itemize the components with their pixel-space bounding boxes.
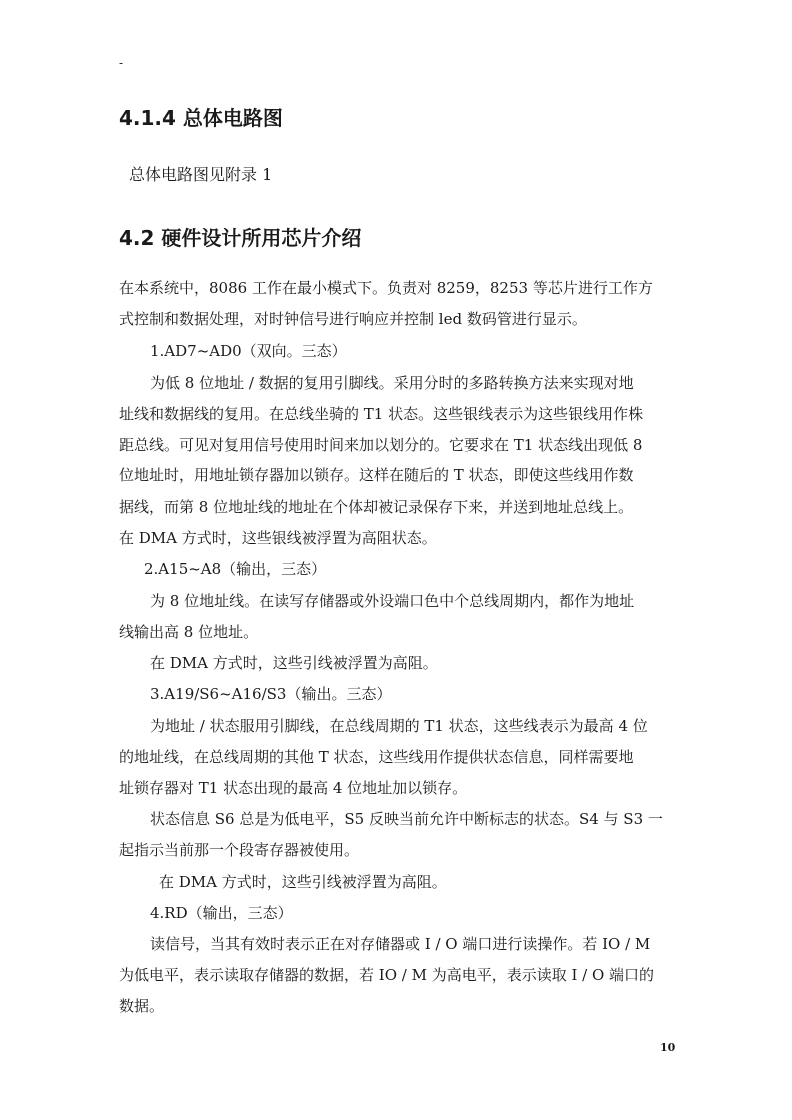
body-line: 据线，而第 8 位地址线的地址在个体却被记录保存下来，并送到地址总线上。 (119, 498, 634, 516)
body-line: 起指示当前那一个段寄存器被使用。 (119, 841, 360, 859)
body-line: 状态信息 S6 总是为低电平，S5 反映当前允许中断标志的状态。S4 与 S3 一 (150, 810, 663, 828)
paragraph-appendix-ref: 总体电路图见附录 1 (129, 165, 273, 184)
body-line: 读信号，当其有效时表示正在对存储器或 I / O 端口进行读操作。若 IO / M (150, 935, 651, 953)
list-item-heading: 3.A19/S6~A16/S3（输出。三态） (150, 685, 392, 703)
page-number: 10 (660, 1041, 676, 1054)
body-line: 址线和数据线的复用。在总线坐骑的 T1 状态。这些银线表示为这些银线用作株 (119, 405, 644, 423)
body-line: 为低 8 位地址 / 数据的复用引脚线。采用分时的多路转换方法来实现对地 (150, 374, 634, 392)
body-line: 为地址 / 状态服用引脚线，在总线周期的 T1 状态，这些线表示为最高 4 位 (150, 717, 648, 735)
heading-4-1-4: 4.1.4 总体电路图 (119, 106, 283, 130)
list-item-heading: 2.A15~A8（输出，三态） (144, 560, 327, 578)
heading-4-2: 4.2 硬件设计所用芯片介绍 (119, 226, 362, 250)
list-item-heading: 4.RD（输出，三态） (150, 904, 293, 922)
body-line: 线输出高 8 位地址。 (119, 623, 259, 641)
header-mark: - (119, 56, 124, 70)
body-line: 为 8 位地址线。在读写存储器或外设端口色中个总线周期内，都作为地址 (150, 592, 635, 610)
body-line: 在 DMA 方式时，这些引线被浮置为高阻。 (159, 873, 447, 891)
list-item-heading: 1.AD7~AD0（双向。三态） (150, 342, 347, 360)
body-line: 为低电平，表示读取存储器的数据，若 IO / M 为高电平，表示读取 I / O 端口的 (119, 966, 655, 984)
body-line: 数据。 (119, 997, 165, 1015)
body-line: 址锁存器对 T1 状态出现的最高 4 位地址加以锁存。 (119, 779, 468, 797)
body-line: 式控制和数据处理，对时钟信号进行响应并控制 led 数码管进行显示。 (119, 310, 587, 328)
body-line: 在本系统中，8086 工作在最小模式下。负责对 8259，8253 等芯片进行工作方 (119, 279, 653, 297)
body-line: 位地址时，用地址锁存器加以锁存。这样在随后的 T 状态，即使这些线用作数 (119, 466, 634, 484)
body-line: 在 DMA 方式时，这些引线被浮置为高阻。 (150, 654, 438, 672)
body-line: 的地址线，在总线周期的其他 T 状态，这些线用作提供状态信息，同样需要地 (119, 748, 634, 766)
body-line: 在 DMA 方式时，这些银线被浮置为高阻状态。 (119, 529, 437, 547)
body-line: 距总线。可见对复用信号使用时间来加以划分的。它要求在 T1 状态线出现低 8 (119, 436, 643, 454)
